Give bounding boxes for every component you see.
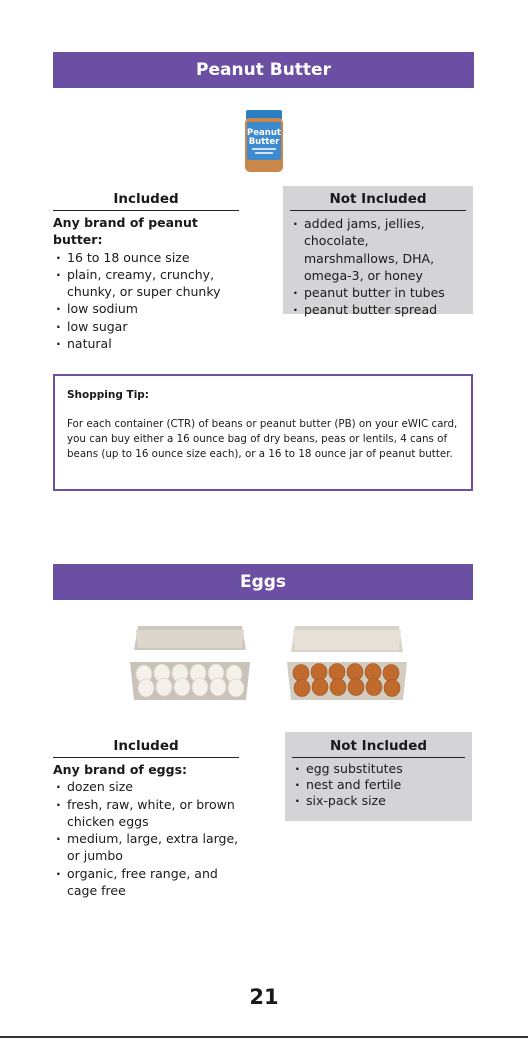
peanut-included-subheading: Any brand of peanut butter: (53, 215, 198, 248)
list-item: · added jams, jellies, chocolate, marshmallows, DHA, omega-3, or honey (290, 215, 466, 284)
shopping-tip-title: Shopping Tip: (67, 389, 150, 401)
list-item: · peanut butter in tubes (290, 284, 466, 301)
eggs-not-included-heading: Not Included (292, 738, 465, 758)
list-item: · plain, creamy, crunchy, chunky, or super chunky (53, 266, 239, 301)
list-item: · 16 to 18 ounce size (53, 249, 239, 266)
list-item: · fresh, raw, white, or brown chicken eggs (53, 796, 239, 831)
list-item: · nest and fertile (292, 777, 465, 793)
list-item: · medium, large, extra large, or jumbo (53, 830, 239, 865)
shopping-tip-body: For each container (CTR) of beans or peanut butter (PB) on your eWIC card, you can buy either a 16 ounce bag of dry beans, peas or lentils, 4 cans of beans (up to 16 ounce size each), or a 16 to 18 ounce jar of peanut butter. (67, 418, 458, 460)
list-item: · natural (53, 335, 239, 352)
peanut-included-heading: Included (53, 191, 239, 211)
eggs-not-included-box (285, 732, 472, 821)
list-item: · low sugar (53, 318, 239, 335)
page-number: 21 (249, 985, 279, 1009)
eggs-included-subheading: Any brand of eggs: (53, 762, 188, 777)
eggs-included-column (53, 738, 239, 899)
list-item: · six-pack size (292, 793, 465, 809)
list-item: · organic, free range, and cage free (53, 865, 239, 900)
list-item: · dozen size (53, 778, 239, 795)
white-eggs-carton-image (128, 622, 252, 706)
bottom-divider (0, 1036, 528, 1038)
peanut-not-included-heading: Not Included (290, 191, 466, 211)
peanut-butter-jar-image (243, 108, 285, 174)
eggs-included-heading: Included (53, 738, 239, 758)
eggs-banner (53, 564, 473, 600)
brown-eggs-carton-image (285, 622, 409, 706)
list-item: · low sodium (53, 300, 239, 317)
svg-text:Butter: Butter (248, 137, 280, 147)
list-item: · egg substitutes (292, 761, 465, 777)
svg-text:Peanut: Peanut (247, 128, 281, 138)
shopping-tip-box (53, 374, 473, 491)
list-item: · peanut butter spread (290, 301, 466, 318)
peanut-butter-banner (53, 52, 474, 88)
peanut-included-column (53, 191, 239, 352)
peanut-butter-title: Peanut Butter (196, 60, 331, 80)
peanut-not-included-box (283, 186, 473, 318)
eggs-title: Eggs (239, 572, 287, 592)
